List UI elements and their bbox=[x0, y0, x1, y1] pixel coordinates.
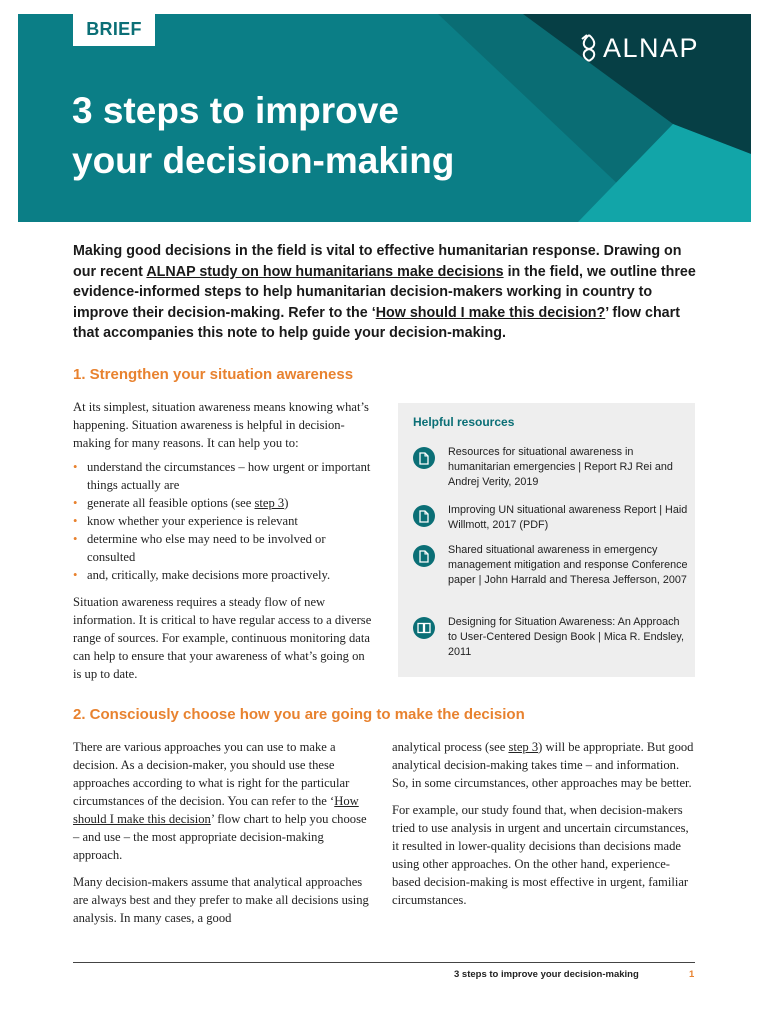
list-item bbox=[73, 530, 373, 566]
paragraph-text: analytical process (see bbox=[392, 740, 509, 754]
section-2-left-column bbox=[73, 738, 369, 927]
list-item bbox=[73, 512, 373, 530]
resource-text: Resources for situational awareness in humanitarian emergencies | Report RJ Rei and Andrej Verity, 2019 bbox=[448, 446, 673, 488]
flow-chart-link[interactable]: How should I make this decision bbox=[73, 794, 359, 826]
resource-text: Improving UN situational awareness Report | Haid Willmott, 2017 (PDF) bbox=[448, 504, 688, 531]
paragraph-text: ’ flow chart to help you choose – and use – the most appropriate decision-making approach. bbox=[73, 812, 367, 862]
section-2-left-para-2: Many decision-makers assume that analytical approaches are always best and they prefer to make all decisions using analysis. In many cases, a good bbox=[73, 875, 369, 925]
list-item bbox=[73, 494, 373, 512]
list-item bbox=[73, 566, 373, 584]
document-icon bbox=[413, 545, 435, 567]
resource-item[interactable] bbox=[413, 543, 688, 588]
section-1-para-2: Situation awareness requires a steady flow of new information. It is critical to have regular access to a diverse range of sources. For example, continuous monitoring data can help to ensure that your awareness of what’s going on is up to date. bbox=[73, 595, 372, 681]
document-icon bbox=[413, 505, 435, 527]
alnap-logo-icon bbox=[579, 33, 599, 63]
section-2-left-para-1 bbox=[73, 738, 369, 864]
alnap-logo bbox=[579, 32, 699, 64]
section-1-para-1: At its simplest, situation awareness means knowing what’s happening. Situation awareness is helpful in decision-making for many reasons. It can help you to: bbox=[73, 400, 369, 450]
footer-divider bbox=[73, 962, 695, 963]
bullet-text: understand the circumstances – how urgent or important things actually are bbox=[87, 460, 371, 492]
resource-item[interactable] bbox=[413, 503, 688, 533]
intro-text-3: ’ flow chart that accompanies this note to help guide your decision-making. bbox=[73, 304, 680, 342]
bullet-text: ) bbox=[284, 496, 289, 510]
title-line-1: 3 steps to improve bbox=[72, 90, 399, 131]
alnap-study-link[interactable]: ALNAP study on how humanitarians make decisions bbox=[146, 263, 504, 280]
section-1-bullet-list bbox=[73, 458, 373, 584]
section-2-right-column bbox=[392, 738, 697, 909]
section-2-right-para-2: For example, our study found that, when decision-makers tried to use analysis in urgent and uncertain circumstances, it resulted in lower-quality decisions than decisions made using other approaches. On the other hand, experience-based decision-making is most effective in urgent, familiar circumstances. bbox=[392, 803, 689, 907]
flow-chart-link[interactable]: How should I make this decision? bbox=[375, 304, 606, 321]
intro-text-1: Making good decisions in the field is vital to effective humanitarian response. Drawing on our recent bbox=[73, 243, 682, 280]
bullet-text: determine who else may need to be involved or consulted bbox=[87, 532, 326, 564]
title-line-2: your decision-making bbox=[72, 140, 455, 181]
resource-text: Designing for Situation Awareness: An Approach to User-Centered Design Book | Mica R. Endsley, 2011 bbox=[448, 616, 685, 658]
intro-paragraph bbox=[73, 241, 703, 344]
paragraph-text: ) will be appropriate. But good analytical decision-making takes time – and information. So, in some circumstances, other approaches may be better. bbox=[392, 740, 694, 790]
page-number: 1 bbox=[689, 969, 695, 980]
helpful-resources-box bbox=[398, 403, 695, 677]
page-title bbox=[72, 86, 454, 186]
brief-badge: BRIEF bbox=[73, 14, 155, 46]
list-item bbox=[73, 458, 373, 494]
section-1-body bbox=[73, 398, 373, 683]
document-icon bbox=[413, 447, 435, 469]
logo-text: ALNAP bbox=[602, 32, 699, 63]
section-1-heading: 1. Strengthen your situation awareness bbox=[73, 366, 354, 383]
resource-item[interactable] bbox=[413, 445, 688, 490]
bullet-text: generate all feasible options (see bbox=[87, 496, 255, 510]
bullet-text: and, critically, make decisions more proactively. bbox=[87, 568, 331, 582]
header-banner bbox=[18, 14, 751, 222]
resource-text: Shared situational awareness in emergency management mitigation and response Conference paper | John Harrald and Theresa Jefferson, 2007 bbox=[448, 544, 688, 586]
step-3-link[interactable]: step 3 bbox=[254, 496, 285, 510]
footer-title: 3 steps to improve your decision-making bbox=[454, 969, 639, 980]
section-2-right-para-1 bbox=[392, 738, 697, 792]
bullet-text: know whether your experience is relevant bbox=[87, 514, 298, 528]
book-icon bbox=[413, 617, 435, 639]
section-2-heading: 2. Consciously choose how you are going to make the decision bbox=[73, 706, 525, 723]
step-3-link[interactable]: step 3 bbox=[508, 740, 539, 754]
resource-item[interactable] bbox=[413, 615, 688, 660]
paragraph-text: There are various approaches you can use to make a decision. As a decision-maker, you should use these approaches according to what is right for the particular circumstances of the decision. You can refer to the ‘ bbox=[73, 740, 350, 808]
resources-title: Helpful resources bbox=[413, 415, 515, 429]
intro-text-2: in the field, we outline three evidence-informed steps to help humanitarian decision-makers working in country to improve their decision-making. Refer to the ‘ bbox=[73, 263, 696, 321]
